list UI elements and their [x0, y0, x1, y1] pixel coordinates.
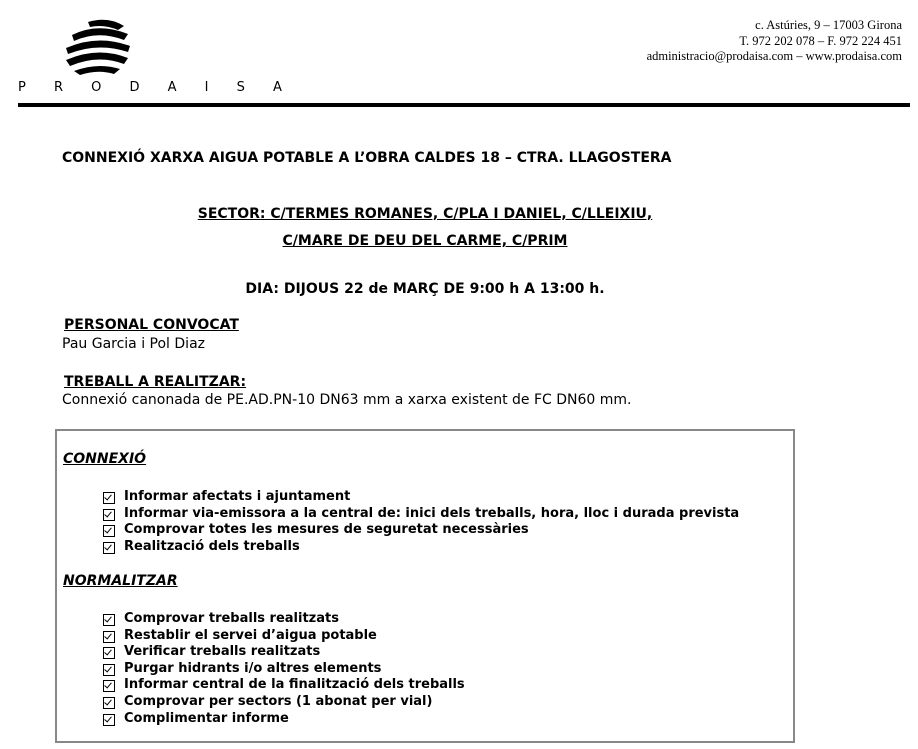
- checked-box-icon: [103, 714, 115, 726]
- work-heading: TREBALL A REALITZAR:: [64, 374, 247, 390]
- brand-name: P R O D A I S A: [18, 80, 294, 95]
- checked-box-icon: [103, 542, 115, 554]
- checked-box-icon: [103, 492, 115, 504]
- checked-box-icon: [103, 509, 115, 521]
- normalitzar-list: [103, 611, 465, 727]
- checked-box-icon: [103, 664, 115, 676]
- sector-line-2: C/MARE DE DEU DEL CARME, C/PRIM: [282, 233, 568, 249]
- list-item: Complimentar informe: [103, 711, 465, 728]
- list-item: Purgar hidrants i/o altres elements: [103, 661, 465, 678]
- document-title: CONNEXIÓ XARXA AIGUA POTABLE A L’OBRA CALDES 18 – CTRA. LLAGOSTERA: [62, 150, 672, 166]
- checked-box-icon: [103, 697, 115, 709]
- list-item: Restablir el servei d’aigua potable: [103, 628, 465, 645]
- work-text: Connexió canonada de PE.AD.PN-10 DN63 mm a xarxa existent de FC DN60 mm.: [62, 392, 632, 408]
- list-item: Comprovar treballs realitzats: [103, 611, 465, 628]
- connexio-list: [103, 489, 739, 555]
- connexio-heading: CONNEXIÓ: [63, 451, 147, 467]
- checked-box-icon: [103, 525, 115, 537]
- normalitzar-heading: NORMALITZAR: [63, 573, 178, 589]
- list-item: Comprovar totes les mesures de seguretat necessàries: [103, 522, 739, 539]
- checked-box-icon: [103, 647, 115, 659]
- sector-line-1: SECTOR: C/TERMES ROMANES, C/PLA I DANIEL, C/LLEIXIU,: [197, 206, 653, 222]
- list-item: Informar afectats i ajuntament: [103, 489, 739, 506]
- list-item: Informar central de la finalització dels treballs: [103, 677, 465, 694]
- date-time: DIA: DIJOUS 22 de MARÇ DE 9:00 h A 13:00 h.: [245, 281, 605, 297]
- personal-text: Pau Garcia i Pol Diaz: [62, 336, 205, 352]
- checked-box-icon: [103, 680, 115, 692]
- personal-heading: PERSONAL CONVOCAT: [64, 317, 239, 333]
- contact-block: [647, 18, 902, 65]
- contact-phone: T. 972 202 078 – F. 972 224 451: [739, 33, 902, 48]
- checklist-box: [55, 429, 795, 743]
- header-divider: [18, 103, 910, 107]
- checked-box-icon: [103, 631, 115, 643]
- list-item: Comprovar per sectors (1 abonat per vial): [103, 694, 465, 711]
- list-item: Verificar treballs realitzats: [103, 644, 465, 661]
- list-item: Informar via-emissora a la central de: inici dels treballs, hora, lloc i durada prevista: [103, 506, 739, 523]
- contact-address: c. Astúries, 9 – 17003 Girona: [755, 18, 902, 32]
- checked-box-icon: [103, 614, 115, 626]
- list-item: Realització dels treballs: [103, 539, 739, 556]
- prodaisa-logo-icon: [58, 18, 138, 76]
- contact-email-web: administracio@prodaisa.com – www.prodaisa.com: [646, 49, 902, 63]
